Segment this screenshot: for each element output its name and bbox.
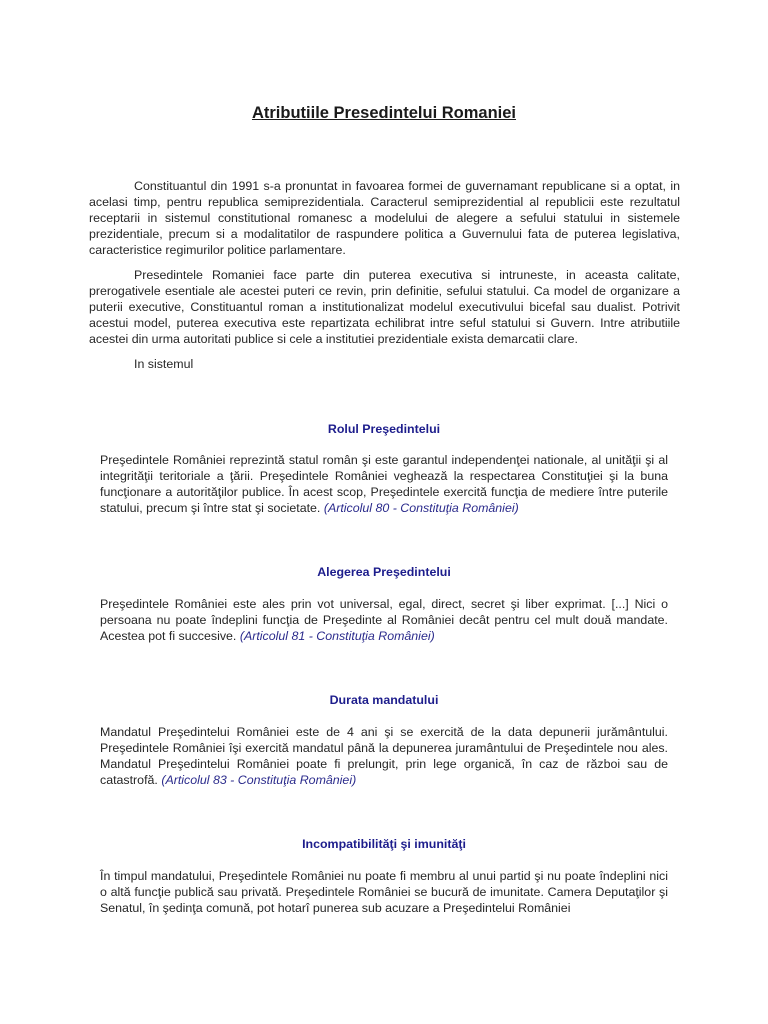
citation: (Articolul 83 - Constituţia României) bbox=[161, 773, 357, 787]
section-text: În timpul mandatului, Preşedintele României nu poate fi membru al unui partid şi nu poate îndeplini nici o altă funcţie publică sau privată. Preşedintele României se bucură de imunitate. Camera Deputaţilor şi Senatul, în şedinţa comună, pot hotarî punerea sub acuzare a Preşedintelui României bbox=[100, 869, 668, 915]
section-text: Preşedintele României reprezintă statul român şi este garantul independenţei nationale, al unităţii şi al integrităţii teritoriale a ţării. Preşedintele României veghează la respectarea Constituţiei şi la buna funcţionare a autorităţilor publice. În acest scop, Preşedintele exercită funcţia de mediere între puterile statului, precum şi între stat şi societate. bbox=[100, 453, 668, 515]
intro-paragraph-2: Presedintele Romaniei face parte din puterea executiva si intruneste, in aceasta calitate, prerogativele esentiale ale acestei puteri ce revin, prin definitie, sefului statului. Ca model de organizare a puterii executive, Constituantul roman a institutionalizat modelul executivului bicefal sau dualist. Potrivit acestui model, puterea executiva este repartizata echilibrat intre seful statului si Guvern. Intre atributiile acestei din urma autoritati publice si cele a institutiei prezidentiale exista demarcatii clare. bbox=[89, 268, 680, 346]
section-heading-term: Durata mandatului bbox=[329, 693, 439, 707]
section-text: Mandatul Preşedintelui României este de 4 ani şi se exercită de la data depunerii jurământului. Preşedintele României îşi exercită mandatul până la depunerea juramântului de Preşedintele nou ales. Mandatul Preşedintelui României poate fi prelungit, prin lege organică, în caz de război sau de catastrofă. bbox=[100, 725, 668, 787]
section-heading-election: Alegerea Preşedintelui bbox=[317, 565, 451, 579]
intro-paragraph-1: Constituantul din 1991 s-a pronuntat in favoarea formei de guvernamant republicane si a optat, in acelasi timp, pentru republica semiprezidentiala. Caracterul semiprezidential al republicii este rezultatul receptarii in sistemul constitutional romanesc a modelului de alegere a sefului statului in sistemele prezidentiale, precum si a modalitatilor de raspundere politica a Guvernului fata de puterea legislativa, caracteristice regimurilor politice parlamentare. bbox=[89, 179, 680, 257]
document-title: Atributiile Presedintelui Romaniei bbox=[251, 104, 517, 122]
section-body-term bbox=[100, 724, 668, 788]
section-heading-role: Rolul Preşedintelui bbox=[327, 422, 441, 436]
section-body-role bbox=[100, 452, 668, 516]
citation: (Articolul 80 - Constituţia României) bbox=[323, 501, 519, 515]
section-body-immunities bbox=[100, 868, 668, 916]
section-body-election bbox=[100, 596, 668, 644]
citation: (Articolul 81 - Constituţia României) bbox=[239, 629, 435, 643]
section-text: Preşedintele României este ales prin vot universal, egal, direct, secret şi liber exprimat. [...] Nici o persoana nu poate îndeplini funcţia de Preşedinte al României decât pentru cel mult două mandate. Acestea pot fi succesive. bbox=[100, 597, 668, 643]
section-heading-immunities: Incompatibilităţi şi imunităţi bbox=[302, 837, 466, 851]
intro-paragraph-3: In sistemul bbox=[134, 357, 194, 371]
